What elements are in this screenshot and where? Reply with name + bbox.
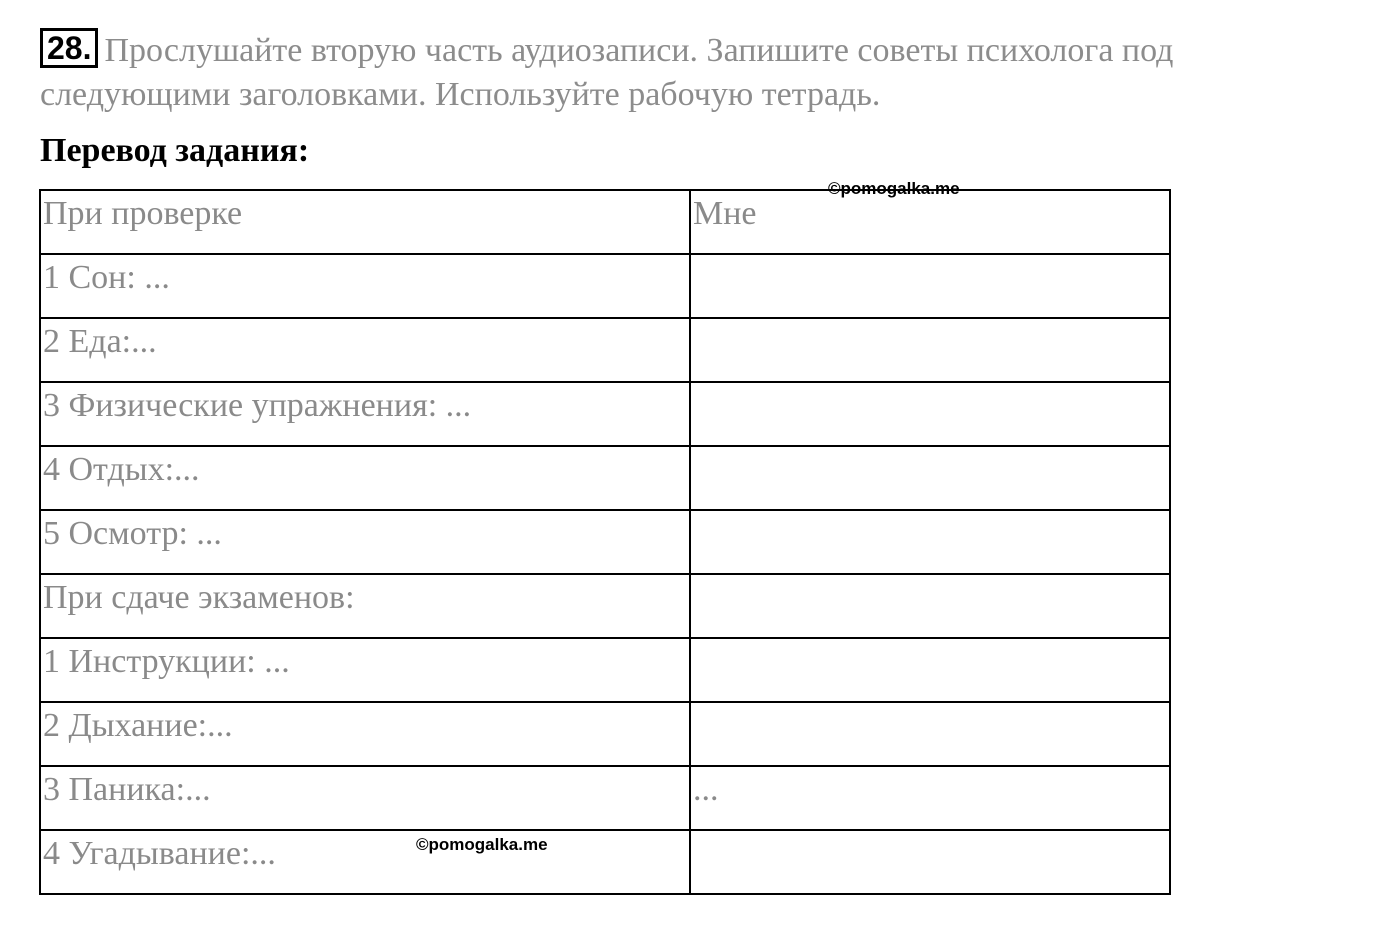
table-cell-right bbox=[690, 446, 1170, 510]
table-cell-right bbox=[690, 510, 1170, 574]
table-row bbox=[40, 638, 1170, 702]
table-row bbox=[40, 510, 1170, 574]
table-row bbox=[40, 382, 1170, 446]
task-number: 28. bbox=[40, 28, 98, 68]
task-text-block bbox=[40, 28, 1340, 117]
task-instruction: Прослушайте вторую часть аудиозаписи. Запишите советы психолога под следующими заголовками. Используйте рабочую тетрадь. bbox=[40, 32, 1174, 113]
table-cell-left: 4 Отдых:... bbox=[40, 446, 690, 510]
watermark: ©pomogalka.me bbox=[416, 835, 548, 854]
table-row bbox=[40, 830, 1170, 894]
table-row bbox=[40, 318, 1170, 382]
table-cell-right bbox=[690, 638, 1170, 702]
table-cell-left: 3 Физические упражнения: ... bbox=[40, 382, 690, 446]
watermark: ©pomogalka.me bbox=[828, 179, 960, 198]
table-row bbox=[40, 190, 1170, 254]
table-cell-left: 3 Паника:... bbox=[40, 766, 690, 830]
table-row bbox=[40, 254, 1170, 318]
table-cell-left: При проверке bbox=[40, 190, 690, 254]
table-cell-right: Мне bbox=[690, 190, 1170, 254]
table-cell-left: 5 Осмотр: ... bbox=[40, 510, 690, 574]
table-cell-left: При сдаче экзаменов: bbox=[40, 574, 690, 638]
table-cell-right bbox=[690, 382, 1170, 446]
table-row bbox=[40, 702, 1170, 766]
table-cell-right bbox=[690, 830, 1170, 894]
table-cell-left: 2 Еда:... bbox=[40, 318, 690, 382]
table-cell-left: 1 Сон: ... bbox=[40, 254, 690, 318]
table-cell-left: 1 Инструкции: ... bbox=[40, 638, 690, 702]
translation-heading: Перевод задания: bbox=[40, 132, 310, 169]
table-row bbox=[40, 446, 1170, 510]
table-cell-right bbox=[690, 318, 1170, 382]
table-cell-left: 2 Дыхание:... bbox=[40, 702, 690, 766]
table-cell-right: ... bbox=[690, 766, 1170, 830]
table-cell-right bbox=[690, 254, 1170, 318]
table-cell-right bbox=[690, 702, 1170, 766]
table-row bbox=[40, 574, 1170, 638]
table-cell-left: 4 Угадывание:... bbox=[40, 830, 690, 894]
table-row bbox=[40, 766, 1170, 830]
answer-table bbox=[39, 189, 1171, 895]
table-cell-right bbox=[690, 574, 1170, 638]
